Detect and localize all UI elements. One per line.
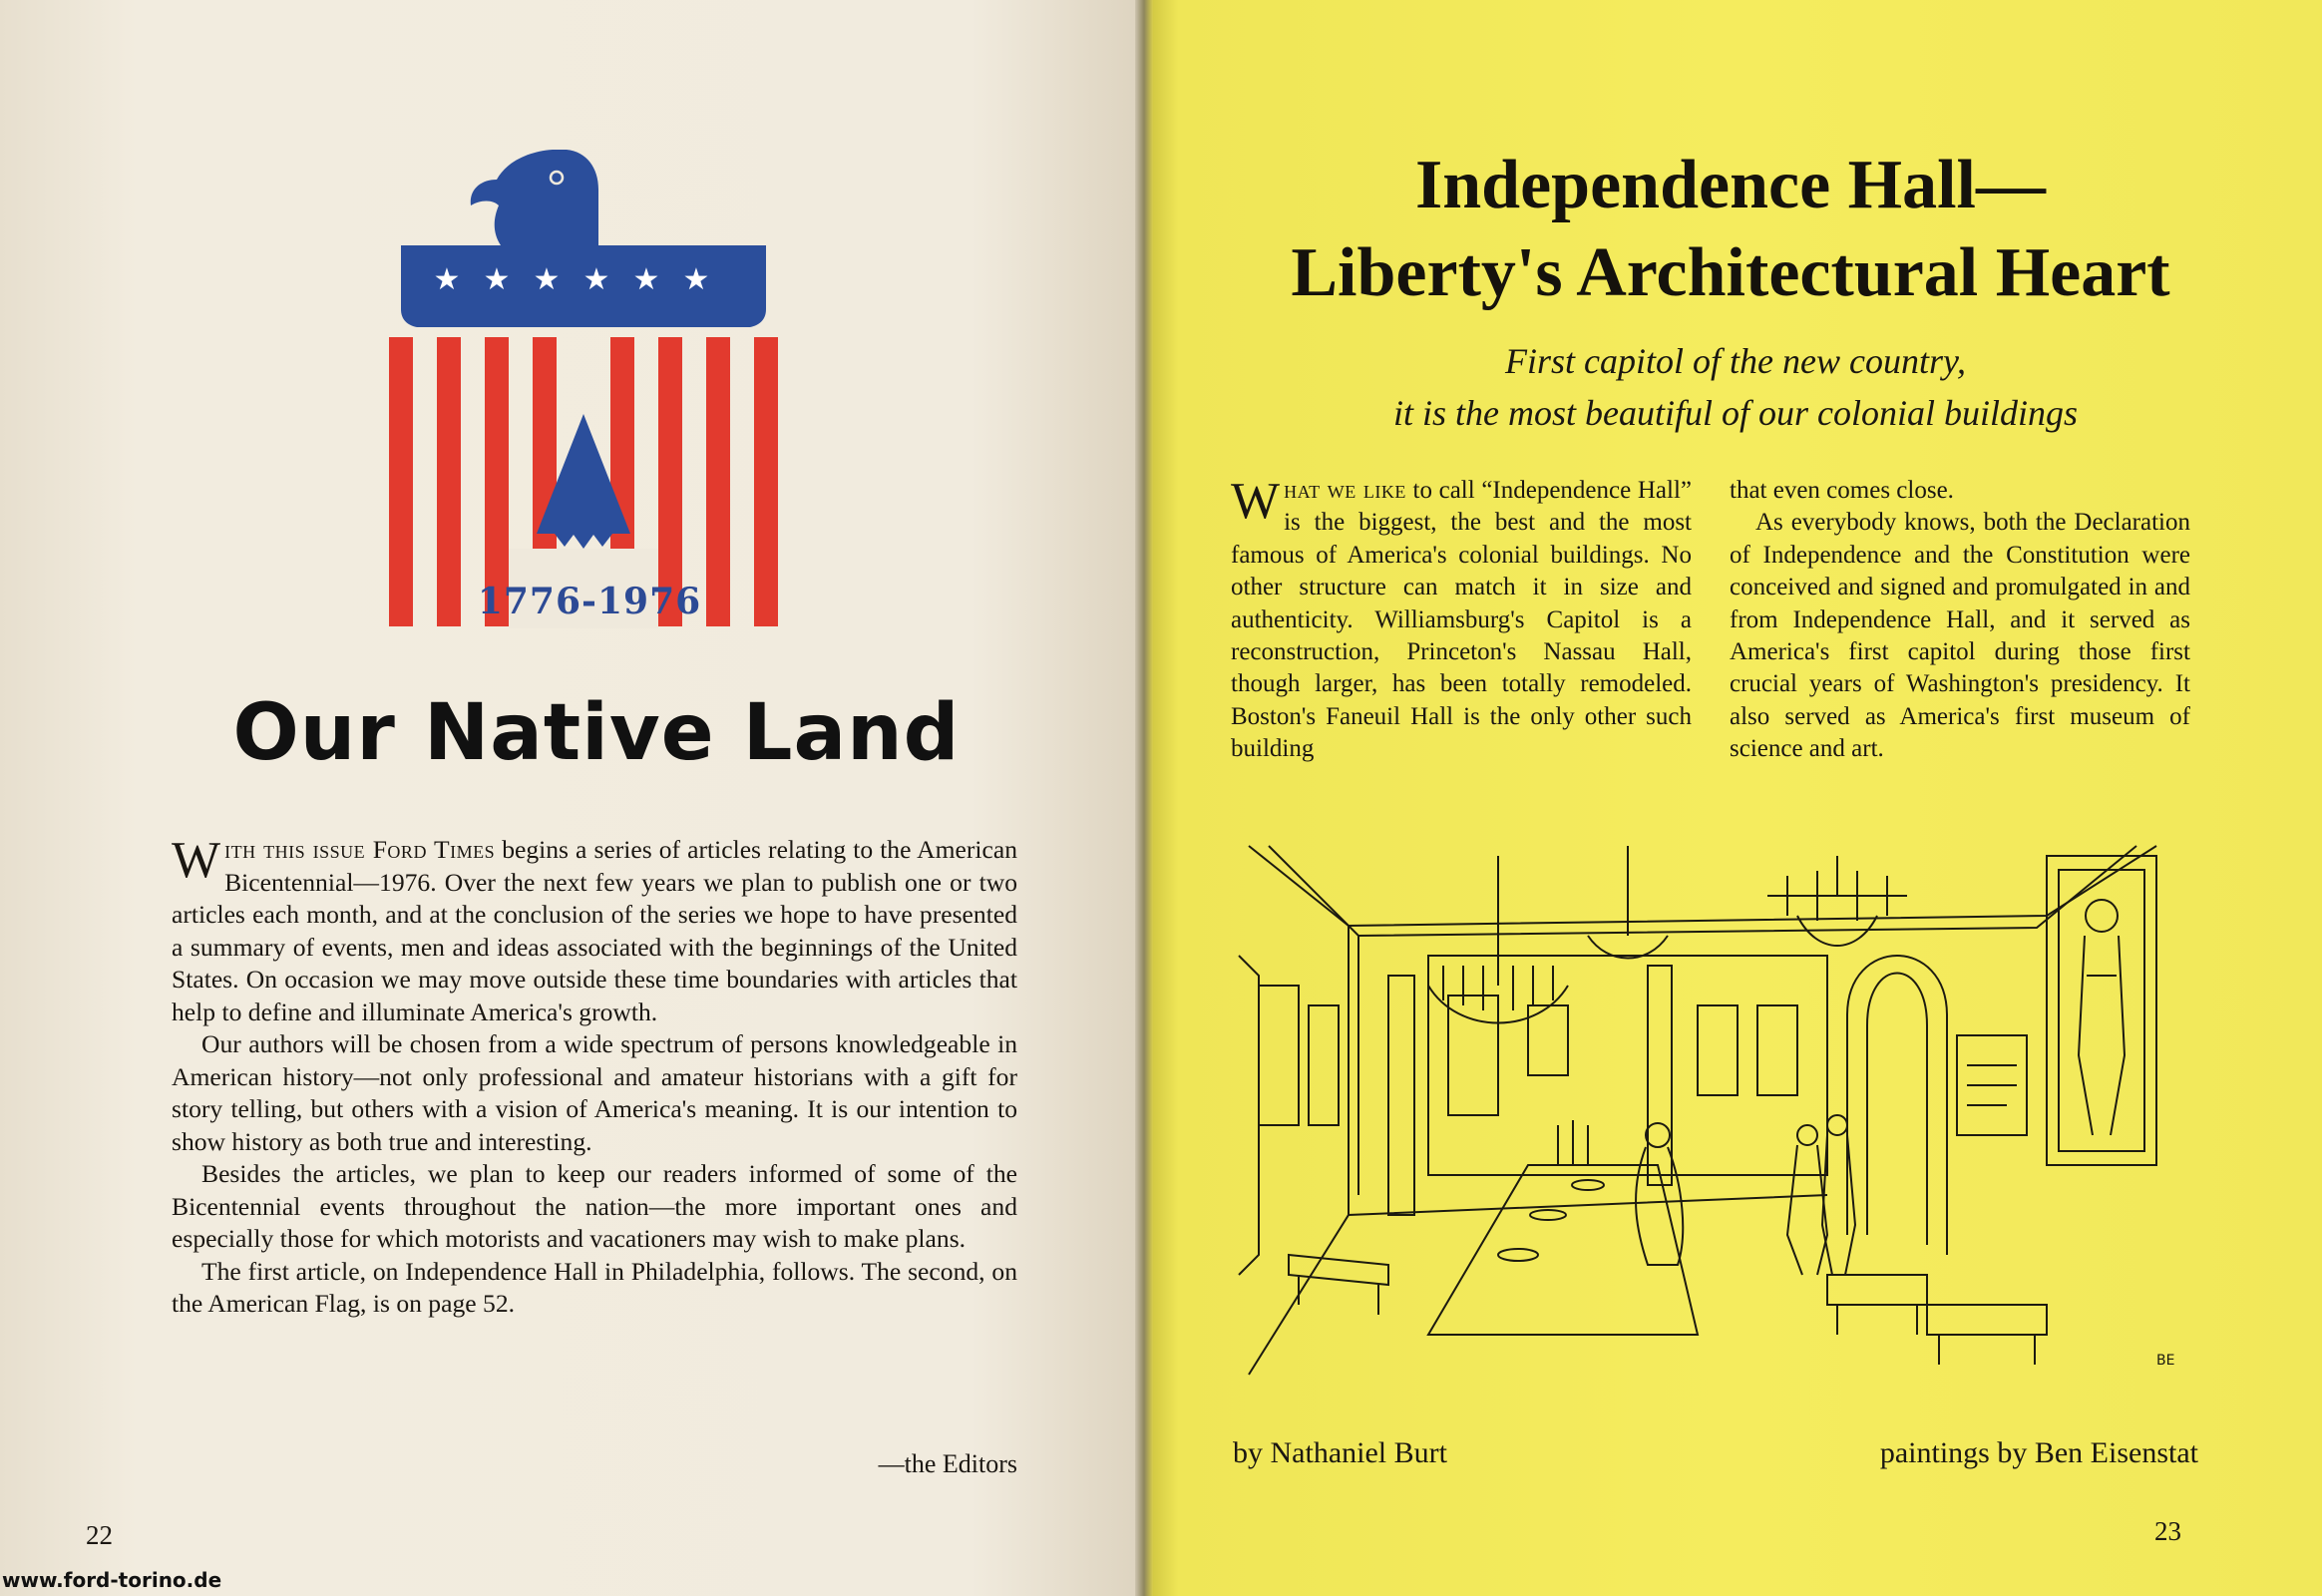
artist-mark: BE [2156,1353,2175,1369]
svg-text:★: ★ [582,262,610,297]
intro-dropcap: W [172,832,221,889]
intro-paragraph-2: Our authors will be chosen from a wide spectrum of persons knowledgeable in American history—not only professional and amateur historians with a gift for story telling, but others with a vision of America's meaning. It is our intention to show history as both true and interesting. [172,1029,1017,1156]
article-subtitle [1217,335,2254,439]
editors-intro [172,834,1017,1321]
column-1-paragraph [1231,475,1692,766]
svg-text:★: ★ [483,262,511,297]
author-byline: by Nathaniel Burt [1233,1436,1447,1469]
article-dropcap: W [1231,473,1281,530]
svg-text:★: ★ [682,262,710,297]
intro-paragraph-4: The first article, on Independence Hall in Philadelphia, follows. The second, on the American Flag, is on page 52. [172,1256,1017,1318]
assembly-room-drawing [1229,836,2198,1395]
article-lead-smallcaps: hat we like [1284,477,1406,504]
book-gutter [1135,0,1153,1596]
column-1-text: to call “Independence Hall” is the biggest, the best and the most famous of America's colonial buildings. No other structure can match it in size and authenticity. Williamsburg's Capitol is a reconstruction, Princeton's Nassau Hall, though larger, has been totally remodeled. Boston's Faneuil Hall is the only other such building [1231,477,1693,763]
svg-text:★: ★ [433,262,461,297]
column-2-paragraph-2: As everybody knows, both the Declaration of Independence and the Constitution were conceived and signed and promulgated in and from Independence Hall, and it served as America's first capitol during those first crucial years of Washington's presidency. It also served as America's first museum of science and art. [1730,509,2190,763]
intro-paragraph-3: Besides the articles, we plan to keep our readers informed of some of the Bicentennial events throughout the nation—the more important ones and especially those for which motorists and vacationers may wish to make plans. [172,1159,1017,1253]
intro-paragraph-1-text: begins a series of articles relating to the American Bicentennial—1976. Over the next few years we plan to publish one or two articles each month, and at the conclusion of the series we hope to have presented a summary of events, men and ideas associated with the beginnings of the United States. On occasion we may move outside these time boundaries with articles that help to define and illuminate America's growth. [172,835,1017,1026]
bicentennial-flag-eagle-emblem [389,150,788,628]
editors-signature: —the Editors [878,1449,1017,1478]
svg-text:★: ★ [533,262,561,297]
article-subtitle-line-2: it is the most beautiful of our colonial buildings [1392,393,2078,433]
article-subtitle-line-1: First capitol of the new country, [1505,341,1966,381]
native-land-title: Our Native Land [232,688,961,778]
article-title-line-2: Liberty's Architectural Heart [1291,234,2170,311]
page-number-left: 22 [86,1520,113,1550]
svg-text:★: ★ [632,262,660,297]
article-title [1177,142,2284,317]
intro-lead-smallcaps: ith this issue Ford Times [224,835,496,864]
logo-year-text: 1776-1976 [477,581,702,622]
article-title-line-1: Independence Hall— [1414,147,2047,223]
site-watermark: www.ford-torino.de [2,1568,222,1592]
page-number-right: 23 [2154,1516,2181,1546]
article-column-2 [1730,475,2190,766]
article-column-1 [1231,475,1692,766]
paintings-credit: paintings by Ben Eisenstat [1879,1436,2198,1469]
intro-paragraph-1 [172,834,1017,1028]
column-2-paragraph-1: that even comes close. [1730,477,1954,504]
